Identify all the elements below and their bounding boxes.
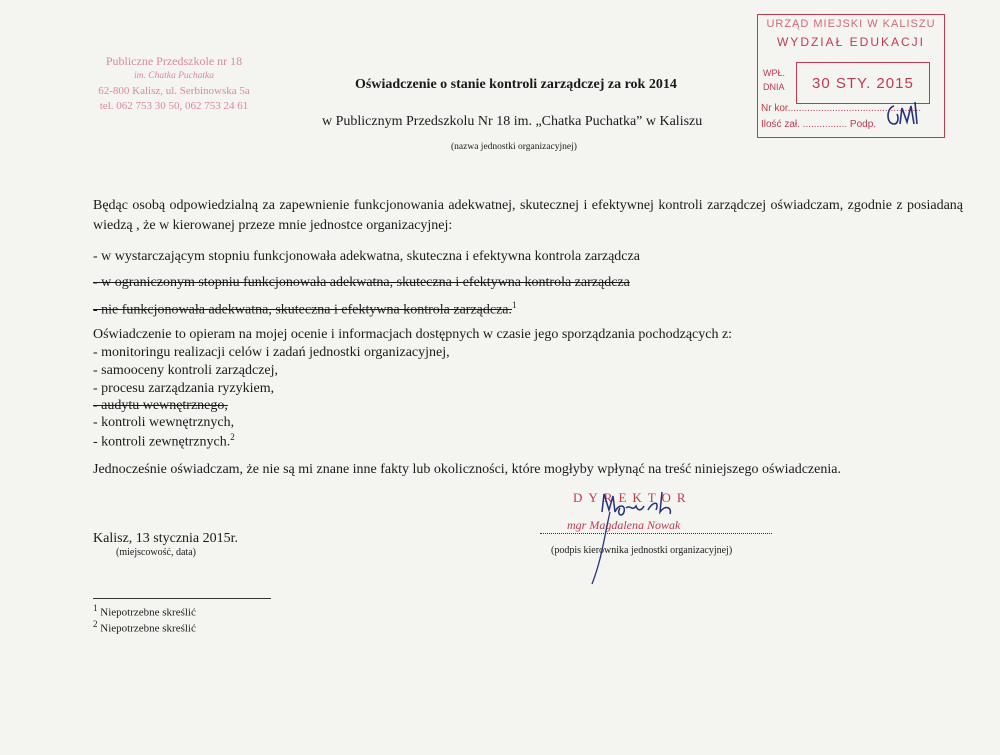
- registry-ilosc-label: Ilość zał.: [761, 119, 800, 130]
- unit-caption: (nazwa jednostki organizacyjnej): [451, 142, 577, 152]
- basis-external-controls-row: [93, 432, 235, 451]
- closing-statement: Jednocześnie oświadczam, że nie są mi znane inne fakty lub okoliczności, które mogłyby wpłynąć na treść niniejszego oświadczenia.: [93, 462, 841, 477]
- place-date-caption: (miejscowość, data): [116, 547, 196, 558]
- registry-podp-label: Podp.: [849, 119, 877, 130]
- basis-intro: Oświadczenie to opieram na mojej ocenie i informacjach dostępnych w czasie jego sporządzania pochodzących z:: [93, 327, 733, 342]
- basis-external-controls: - kontroli zewnętrznych.: [93, 434, 231, 450]
- document-title: Oświadczenie o stanie kontroli zarządczej za rok 2014: [355, 77, 677, 92]
- footnote-separator: [93, 598, 271, 599]
- signature-caption: (podpis kierownika jednostki organizacyjnej): [551, 545, 733, 556]
- footnote-2-text: Niepotrzebne skreślić: [100, 622, 196, 635]
- option-none-row: [93, 300, 517, 319]
- footnote-1-number: 1: [93, 603, 98, 613]
- basis-internal-controls: - kontroli wewnętrznych,: [93, 415, 235, 430]
- registry-ilosc-row: Ilość zał. ................ Podp.: [761, 119, 877, 130]
- institution-phones: tel. 062 753 30 50, 062 753 24 61: [99, 100, 249, 112]
- footnote-2-number: 2: [93, 619, 98, 629]
- basis-monitoring: - monitoringu realizacji celów i zadań jednostki organizacyjnej,: [93, 345, 450, 360]
- registry-office: URZĄD MIEJSKI W KALISZU: [766, 18, 936, 30]
- institution-stamp: [60, 54, 288, 114]
- registry-nr-row: Nr kor................................................: [761, 103, 922, 114]
- footnote-ref-1: 1: [512, 300, 517, 310]
- place-date: Kalisz, 13 stycznia 2015r.: [93, 531, 239, 546]
- institution-name: Publiczne Przedszkole nr 18: [105, 54, 243, 68]
- footnote-1-text: Niepotrzebne skreślić: [100, 606, 196, 619]
- director-stamp-name: mgr Magdalena Nowak: [567, 518, 681, 532]
- option-limited-struck: - w ograniczonym stopniu funkcjonowała adekwatna, skuteczna i efektywna kontrola zarządcza: [93, 275, 630, 290]
- unit-name: w Publicznym Przedszkolu Nr 18 im. „Chatka Puchatka” w Kaliszu: [322, 114, 703, 129]
- registry-date: 30 STY. 2015: [812, 75, 914, 92]
- footnote-1: [93, 603, 196, 619]
- basis-self-assessment: - samooceny kontroli zarządczej,: [93, 363, 279, 378]
- director-stamp-title: DYREKTOR: [573, 490, 692, 505]
- initials-signature-icon: [884, 98, 924, 134]
- registry-nr-label: Nr kor.: [761, 103, 791, 114]
- handwritten-signature-icon: [580, 488, 690, 588]
- institution-address: 62-800 Kalisz, ul. Serbinowska 5a: [98, 85, 250, 97]
- basis-internal-audit-struck: - audytu wewnętrznego,: [93, 398, 228, 413]
- registry-department: WYDZIAŁ EDUKACJI: [776, 35, 925, 49]
- footnote-ref-2: 2: [230, 432, 235, 442]
- option-sufficient: - w wystarczającym stopniu funkcjonowała adekwatna, skuteczna i efektywna kontrola zarządcza: [93, 249, 640, 264]
- intro-paragraph: Będąc osobą odpowiedzialną za zapewnienie funkcjonowania adekwatnej, skutecznej i efektywnej kontroli zarządczej oświadczam, zgodnie z posiadaną wiedzą , że w kierowanej przeze mnie jednostce organizacyjnej:: [93, 198, 963, 233]
- registry-wpl-label: WPŁ.: [763, 68, 786, 78]
- footnote-2: [93, 619, 196, 635]
- basis-risk-management: - procesu zarządzania ryzykiem,: [93, 381, 275, 396]
- institution-patron: im. Chatka Puchatka: [134, 71, 214, 81]
- option-none-struck: - nie funkcjonowała adekwatna, skuteczna i efektywna kontrola zarządcza.: [93, 302, 513, 318]
- registry-dnia-label: DNIA: [763, 82, 785, 92]
